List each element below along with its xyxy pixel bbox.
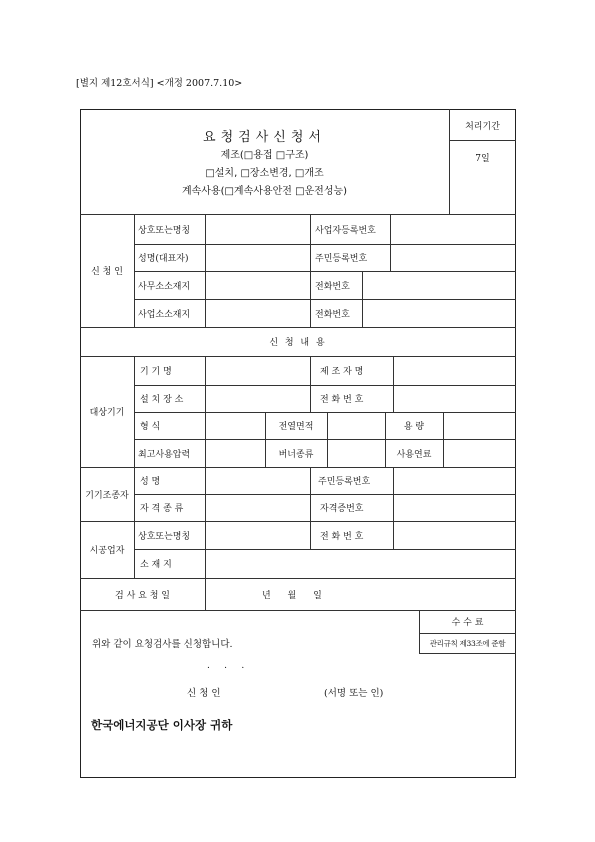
device-name-label: 기 기 명 [140, 367, 172, 377]
manufacturer-field[interactable] [394, 357, 515, 384]
operator-name-field[interactable] [206, 468, 309, 493]
contractor-address-field[interactable] [206, 550, 515, 577]
max-pressure-label: 최고사용압력 [138, 449, 191, 460]
form-number-note: [별지 제12호서식] <개정 2007.7.10> [76, 78, 243, 89]
signer-label: 신 청 인 [187, 688, 221, 699]
manufacturer-label: 제 조 자 명 [320, 367, 364, 377]
company-name-field[interactable] [206, 215, 309, 243]
manufacture-options: 제조(□용접 □구조) [220, 149, 309, 161]
license-number-field[interactable] [394, 495, 515, 520]
fuel-label: 사용연료 [396, 449, 432, 460]
site-address-label: 사업소소재지 [138, 309, 191, 320]
fee-label: 수 수 료 [451, 618, 484, 628]
application-date[interactable]: . . . [207, 661, 245, 671]
capacity-label: 용 량 [403, 422, 425, 432]
applicant-section-label: 신 청 인 [91, 267, 123, 277]
inspection-date-label: 검 사 요 청 일 [115, 590, 170, 601]
operator-rrn-field[interactable] [394, 468, 515, 493]
license-type-field[interactable] [206, 495, 309, 520]
install-place-label: 설 치 장 소 [140, 395, 184, 405]
device-phone-label: 전 화 번 호 [320, 395, 364, 405]
resident-number-field[interactable] [391, 245, 515, 270]
signature-field[interactable]: (서명 또는 인) [324, 688, 384, 699]
operator-section-label: 기기조종자 [85, 490, 129, 501]
max-pressure-field[interactable] [206, 440, 264, 466]
representative-label: 성명(대표자) [138, 254, 189, 264]
type-field[interactable] [206, 413, 264, 438]
heat-area-label: 전열면적 [278, 422, 314, 432]
office-phone-field[interactable] [363, 272, 515, 298]
contractor-phone-label: 전 화 번 호 [320, 531, 364, 542]
company-name-label: 상호또는명칭 [138, 225, 191, 236]
license-number-label: 자격증번호 [320, 504, 364, 514]
burner-type-field[interactable] [328, 440, 384, 466]
operator-rrn-label: 주민등록번호 [318, 477, 371, 487]
operator-name-label: 성 명 [140, 477, 161, 487]
office-address-field[interactable] [206, 272, 309, 298]
site-phone-label: 전화번호 [315, 309, 350, 320]
business-number-field[interactable] [391, 215, 515, 243]
site-phone-field[interactable] [363, 300, 515, 326]
type-label: 형 식 [140, 422, 161, 432]
target-device-section-label: 대상기기 [89, 408, 125, 418]
license-type-label: 자 격 종 류 [140, 504, 184, 514]
processing-period-value: 7일 [475, 153, 490, 164]
office-address-label: 사무소소재지 [138, 281, 191, 292]
contractor-address-label: 소 재 지 [140, 560, 172, 570]
fuel-field[interactable] [444, 440, 515, 466]
installation-options: □설치, □장소변경, □개조 [205, 167, 324, 179]
fee-value: 관리규칙 제33조에 준함 [429, 638, 506, 648]
contractor-section-label: 시공업자 [89, 546, 125, 556]
office-phone-label: 전화번호 [315, 281, 350, 292]
form-title: 요청검사신청서 [203, 129, 326, 145]
capacity-field[interactable] [444, 413, 515, 438]
contractor-phone-field[interactable] [394, 522, 515, 548]
inspection-date-field[interactable]: 년 월 일 [262, 590, 322, 601]
recipient-text: 한국에너지공단 이사장 귀하 [91, 718, 233, 732]
site-address-field[interactable] [206, 300, 309, 326]
resident-number-label: 주민등록번호 [315, 254, 368, 264]
heat-area-field[interactable] [328, 413, 384, 438]
device-phone-field[interactable] [394, 386, 515, 411]
contractor-company-field[interactable] [206, 522, 309, 548]
declaration-text: 위와 같이 요청검사를 신청합니다. [92, 639, 233, 650]
business-number-label: 사업자등록번호 [315, 225, 376, 236]
burner-type-label: 버너종류 [278, 449, 314, 460]
contractor-company-label: 상호또는명칭 [138, 531, 191, 542]
processing-period-label: 처리기간 [465, 121, 500, 132]
install-place-field[interactable] [206, 386, 309, 411]
representative-field[interactable] [206, 245, 309, 270]
request-content-heading: 신 청 내 용 [269, 338, 327, 348]
device-name-field[interactable] [206, 357, 309, 384]
continued-use-options: 계속사용(□계속사용안전 □운전성능) [181, 185, 348, 197]
